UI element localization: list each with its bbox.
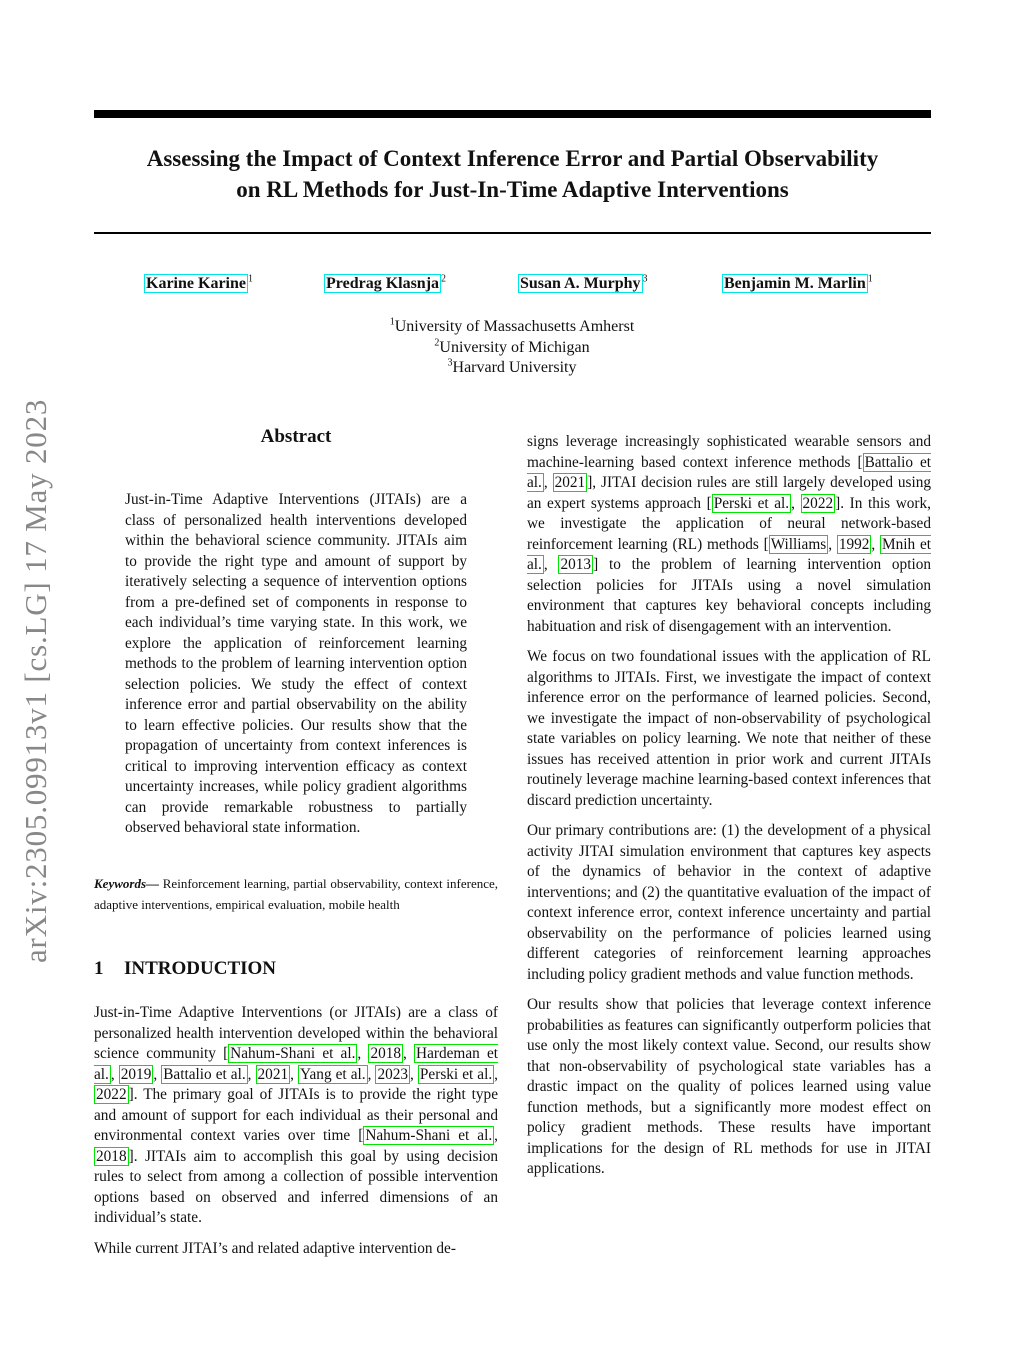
citation-link[interactable]: Nahum-Shani et al. [365, 1127, 493, 1144]
author-name[interactable]: Benjamin M. Marlin [724, 275, 866, 292]
citation-link[interactable]: 2022 [802, 494, 834, 512]
author-name[interactable]: Predrag Klasnja [326, 275, 440, 292]
intro-paragraph-1: Just-in-Time Adaptive Interventions (or JITAIs) are a class of personalized health intervention developed within the behavioral science community [ Nahum-Shani et al. , 2018 , Hardeman et al. , 2019 , Battalio et al. , 2021 , Yang et al. , 2023 , Perski et al. , 2022 ]. The primary goal of JITAIs is to provide the right type and amount of support for each individual as their personal and environmental context varies over time [ Nahum-Shani et al. , 2018 ]. JITAIs aim to accomplish this goal by using decision rules to select from among a collection of possible intervention options based on observed and inferred dimensions of an individual’s state. [94, 1004, 498, 1226]
affiliation-1 [0, 317, 1024, 338]
section-title: INTRODUCTION [124, 958, 277, 979]
author-2[interactable] [324, 275, 446, 293]
title-line-1: Assessing the Impact of Context Inference Error and Partial Observability [146, 146, 879, 171]
affil-number: 1 [389, 316, 395, 328]
author-affil-mark: 1 [867, 273, 873, 285]
author-affil-mark: 2 [441, 273, 447, 285]
citation-link[interactable]: 2013 [560, 556, 592, 573]
affil-number: 3 [447, 357, 453, 369]
keywords [94, 874, 498, 915]
intro-paragraph-3: We focus on two foundational issues with the application of RL algorithms to JITAIs. First, we investigate the impact of context inference error on the performance of learned policies. Second, we investigate the impact of non-observability of psychological state variables on policy learning. We note that neither of these issues has received attention in prior work and current JITAIs routinely leverage machine learning-based context inferences that discard prediction uncertainty. [527, 648, 931, 809]
citation-link[interactable]: 2018 [370, 1045, 402, 1062]
author-list [0, 275, 1024, 299]
author-4[interactable] [722, 275, 873, 293]
citation-link[interactable]: Hardeman et al. [94, 1045, 498, 1083]
citation-link[interactable]: 2023 [377, 1065, 409, 1083]
citation-link[interactable]: 2021 [257, 1065, 289, 1083]
citation-link[interactable]: Perski et al. [713, 494, 790, 512]
affil-number: 2 [434, 337, 440, 349]
paper-title [94, 143, 931, 205]
intro-paragraph-5: Our results show that policies that leverage context inference probabilities as features can significantly outperform policies that use only the most likely context value. Second, our results show that non-observability of psychological state variables has a drastic impact on the quality of polices learned using value function methods, but a significantly more modest effect on policy gradient methods. These results have important implications for the design of RL methods for use in JITAI applications. [527, 996, 931, 1177]
section-heading [94, 958, 276, 980]
citation-link[interactable]: Yang et al. [299, 1065, 366, 1083]
author-3[interactable] [518, 275, 648, 293]
citation-link[interactable]: 2018 [96, 1147, 127, 1165]
citation-link[interactable]: Mnih et al. [527, 535, 932, 573]
citation-link[interactable]: 2021 [554, 474, 586, 491]
intro-paragraph-4: Our primary contributions are: (1) the development of a physical activity JITAI simulation environment that captures key aspects of the dynamics of behavior in the context of adaptive interventions; and (2) the quantitative evaluation of the impact of context inference error, context inference uncertainty and partial observability on the performance of policies learned using different categories of reinforcement learning approaches including policy gradient methods and value function methods. [527, 822, 931, 983]
abstract-heading: Abstract [260, 426, 332, 447]
author-affil-mark: 3 [642, 273, 648, 285]
keywords-text: Reinforcement learning, partial observability, context inference, adaptive interventions, empirical evaluation, mobile health [94, 876, 499, 912]
arxiv-identifier: arXiv:2305.09913v1 [cs.LG] 17 May 2023 [18, 398, 53, 963]
author-name[interactable]: Karine Karine [146, 275, 246, 292]
keywords-label: Keywords— [94, 876, 159, 891]
affiliation-3 [0, 358, 1024, 379]
affil-name: University of Massachusetts Amherst [394, 318, 635, 335]
author-1[interactable] [144, 275, 253, 293]
title-bottom-rule [94, 232, 931, 234]
arxiv-sidebar [14, 345, 64, 963]
citation-link[interactable]: Perski et al. [419, 1065, 493, 1083]
title-line-2: on RL Methods for Just-In-Time Adaptive Interventions [236, 177, 789, 202]
affil-name: University of Michigan [439, 338, 590, 356]
citation-link[interactable]: 2022 [96, 1086, 127, 1103]
section-number: 1 [94, 958, 104, 979]
right-column [527, 432, 931, 1190]
citation-link[interactable]: Battalio et al. [527, 453, 932, 491]
citation-link[interactable]: Williams [770, 535, 827, 553]
author-affil-mark: 1 [247, 273, 253, 285]
title-top-rule [94, 110, 931, 118]
intro-paragraph-2-start: While current JITAI’s and related adaptive intervention de- [94, 1240, 456, 1257]
abstract-text: Just-in-Time Adaptive Interventions (JITAIs) are a class of personalized health interventions developed within the behavioral science community. JITAIs aim to provide the right type and amount of support by iteratively selecting a sequence of intervention options from a pre-defined set of components in response to each individual’s time varying state. In this work, we explore the application of reinforcement learning methods to the problem of learning intervention option selection policies. We study the effect of context inference error and partial observability on the ability to learn effective policies. Our results show that the propagation of uncertainty from context inferences is critical to improving intervention efficacy as context uncertainty increases, while policy gradient algorithms can provide remarkable robustness to partially observed behavioral state information. [125, 491, 467, 836]
citation-link[interactable]: 2019 [120, 1065, 152, 1083]
affil-name: Harvard University [452, 359, 577, 376]
intro-paragraph-2-continued: signs leverage increasingly sophisticated wearable sensors and machine-learning based context inference methods [ Battalio et al. , 2021 ], JITAI decision rules are still largely developed using an expert systems approach [ Perski et al. , 2022 ]. In this work, we investigate the application of neural network-based reinforcement learning (RL) methods [ Williams , 1992 , Mnih et al. , 2013 ] to the problem of learning intervention option selection policies for JITAIs using a novel simulation environment that captures key behavioral concepts including habituation and risk of disengagement with an intervention. [527, 433, 932, 635]
citation-link[interactable]: 1992 [838, 535, 870, 553]
affiliation-2 [0, 338, 1024, 359]
author-name[interactable]: Susan A. Murphy [520, 275, 641, 292]
affiliation-list [0, 317, 1024, 379]
citation-link[interactable]: Battalio et al. [163, 1065, 246, 1083]
citation-link[interactable]: Nahum-Shani et al. [230, 1045, 356, 1062]
